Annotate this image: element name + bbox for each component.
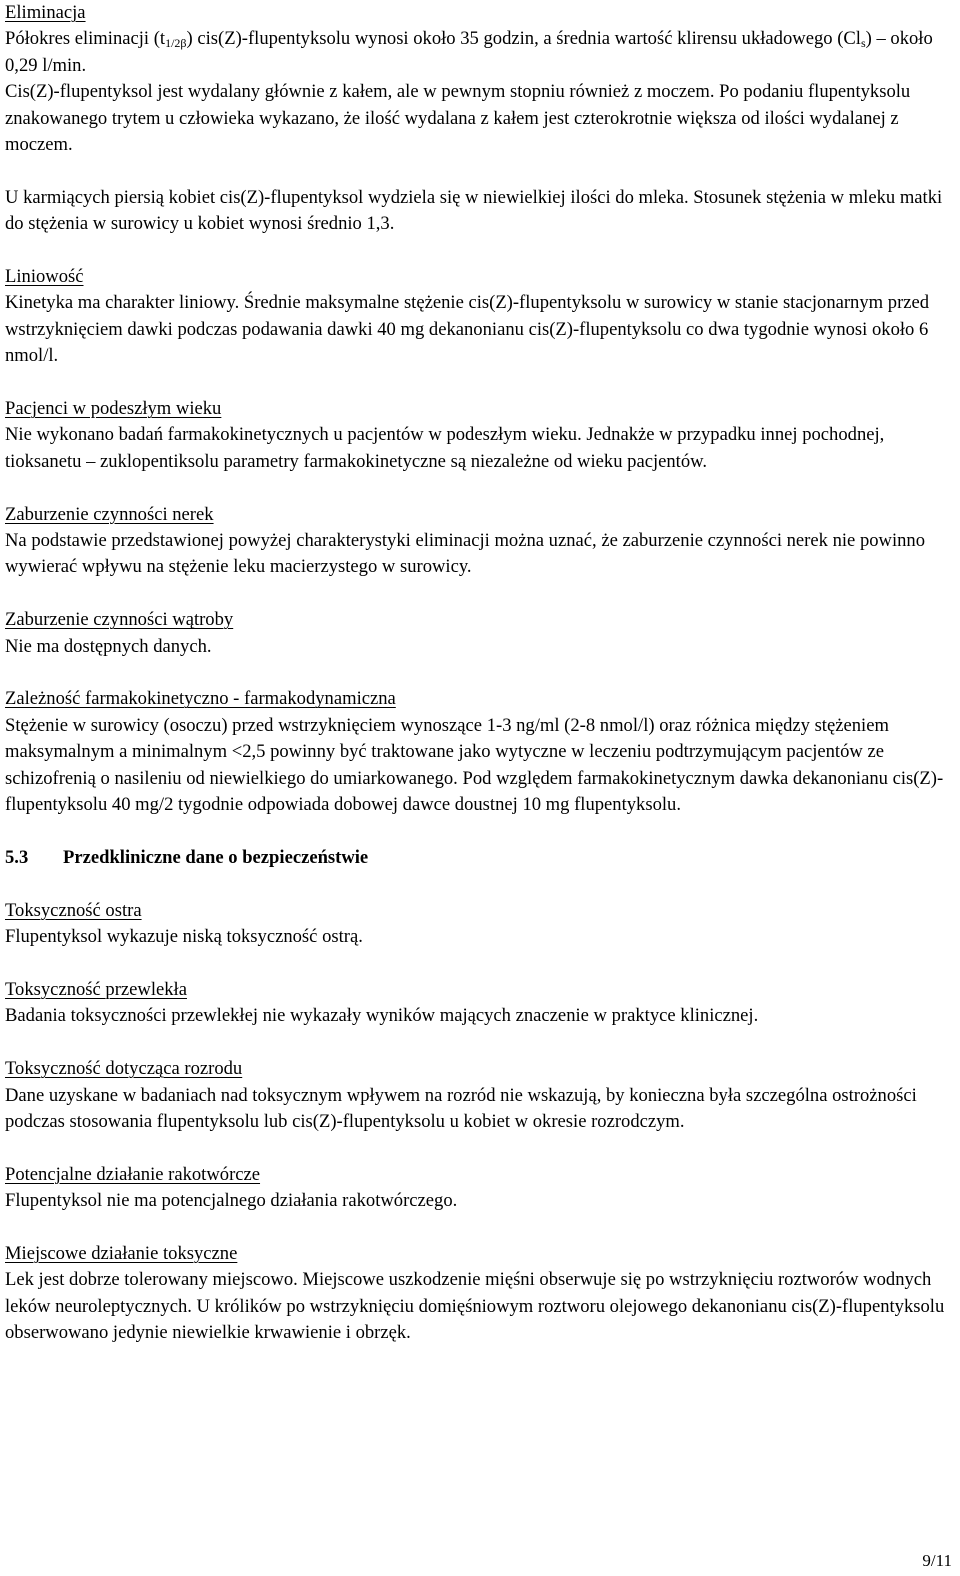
paragraph: Nie ma dostępnych danych. [5, 635, 212, 657]
section-heading: Zależność farmakokinetyczno - farmakodynamiczna [5, 688, 396, 710]
paragraph: Flupentyksol nie ma potencjalnego działania rakotwórczego. [5, 1190, 458, 1212]
section-number: 5.3 [5, 846, 29, 868]
section-heading: Miejscowe działanie toksyczne [5, 1242, 238, 1264]
section-heading: Pacjenci w podeszłym wieku [5, 398, 222, 420]
section-pkpd [5, 686, 945, 818]
section-hepatic [5, 607, 945, 660]
document-page [5, 0, 945, 1347]
page-number: 9/11 [922, 1551, 952, 1570]
paragraph: Nie wykonano badań farmakokinetycznych u pacjentów w podeszłym wieku. Jednakże w przypadku innej pochodnej, tioksanetu – zuklopentiksolu parametry farmakokinetyczne są niezależne od wieku pacjentów. [5, 424, 885, 472]
section-liniowosc [5, 264, 945, 370]
paragraph [5, 26, 945, 79]
paragraph: U karmiących piersią kobiet cis(Z)-flupentyksol wydziela się w niewielkiej ilości do mleka. Stosunek stężenia w mleku matki do stężenia w surowicy u kobiet wynosi średnio 1,3. [5, 186, 943, 235]
subscript: 1/2β [165, 36, 187, 51]
text-run: Półokres eliminacji (t [5, 28, 166, 50]
subscript: s [860, 36, 866, 51]
section-heading: Toksyczność ostra [5, 899, 142, 921]
section-local [5, 1241, 945, 1347]
section-heading: Zaburzenie czynności wątroby [5, 609, 234, 631]
section-repro [5, 1056, 945, 1135]
section-title: Przedkliniczne dane o bezpieczeństwie [63, 846, 369, 868]
section-heading: Toksyczność dotycząca rozrodu [5, 1058, 243, 1080]
paragraph: Cis(Z)-flupentyksol jest wydalany głównie z kałem, ale w pewnym stopniu również z moczem. Po podaniu flupentyksolu znakowanego trytem u człowieka wykazano, że ilość wydalana z kałem jest czterokrotnie większa od ilości wydalanej z moczem. [5, 81, 911, 156]
section-eliminacja [5, 0, 945, 238]
section-heading: Liniowość [5, 266, 84, 288]
paragraph: Na podstawie przedstawionej powyżej charakterystyki eliminacji można uznać, że zaburzenie czynności nerek nie powinno wywierać wpływu na stężenie leku macierzystego w surowicy. [5, 530, 926, 578]
paragraph: Stężenie w surowicy (osoczu) przed wstrzyknięciem wynoszące 1-3 ng/ml (2-8 nmol/l) oraz różnica między stężeniem maksymalnym a minimalnym <2,5 powinny być traktowane jako wytyczne w leczeniu podtrzymującym pacjentów ze schizofrenią o nasileniu od niewielkiego do umiarkowanego. Pod względem farmakokinetycznym dawka dekanonianu cis(Z)-flupentyksolu 40 mg/2 tygodnie odpowiada dobowej dawce doustnej 10 mg flupentyksolu. [5, 714, 944, 816]
section-heading: Zaburzenie czynności nerek [5, 503, 214, 525]
paragraph: Dane uzyskane w badaniach nad toksycznym wpływem na rozród nie wskazują, by konieczna była szczególna ostrożności podczas stosowania flupentyksolu lub cis(Z)-flupentyksolu u kobiet w okresie rozrodczym. [5, 1084, 917, 1132]
text-run: ) cis(Z)-flupentyksolu wynosi około 35 godzin, a średnia wartość klirensu układowego (Cl [186, 28, 861, 50]
section-chronic [5, 977, 945, 1030]
paragraph: Kinetyka ma charakter liniowy. Średnie maksymalne stężenie cis(Z)-flupentyksolu w surowicy w stanie stacjonarnym przed wstrzyknięciem dawki podczas podawania dawki 40 mg dekanonianu cis(Z)-flupentyksolu co dwa tygodnie wynosi około 6 nmol/l. [5, 292, 930, 367]
text-run: ) – około 0,29 l/min. [5, 28, 933, 76]
section-heading: Toksyczność przewlekła [5, 978, 187, 1000]
paragraph: Flupentyksol wykazuje niską toksyczność ostrą. [5, 926, 363, 948]
section-carcino [5, 1162, 945, 1215]
paragraph: Badania toksyczności przewlekłej nie wykazały wyników mających znaczenie w praktyce klinicznej. [5, 1005, 759, 1027]
section-renal [5, 502, 945, 581]
section-5-3-heading [5, 845, 945, 871]
section-acute [5, 898, 945, 951]
section-heading: Eliminacja [5, 2, 86, 23]
section-elderly [5, 396, 945, 475]
paragraph: Lek jest dobrze tolerowany miejscowo. Miejscowe uszkodzenie mięśni obserwuje się po wstrzyknięciu roztworów wodnych leków neuroleptycznych. U królików po wstrzyknięciu domięśniowym roztworu olejowego dekanonianu cis(Z)-flupentyksolu obserwowano jedynie niewielkie krwawienie i obrzęk. [5, 1269, 945, 1344]
section-heading: Potencjalne działanie rakotwórcze [5, 1163, 261, 1185]
